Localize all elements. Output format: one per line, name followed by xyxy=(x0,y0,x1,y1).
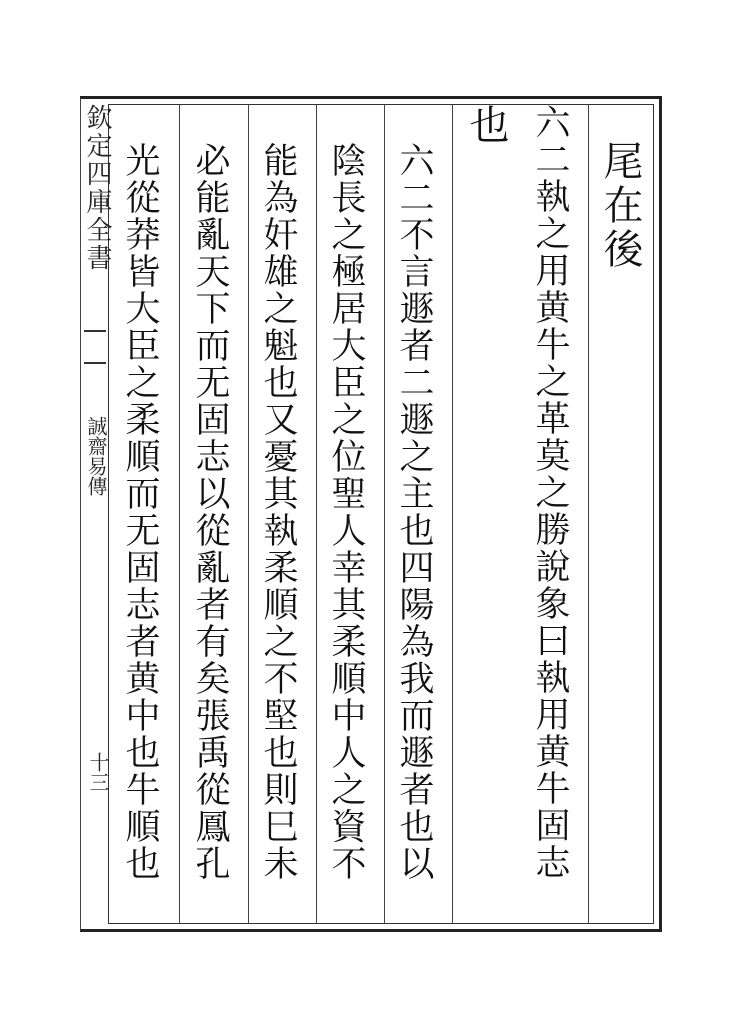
text-column-7: 必能亂天下而无固志以從亂者有矣張禹從鳳孔 xyxy=(190,142,230,882)
column-divider xyxy=(316,104,317,924)
column-divider xyxy=(179,104,180,924)
column-divider xyxy=(384,104,385,924)
column-divider xyxy=(588,104,589,924)
text-column-6: 能為奸雄之魁也又憂其執柔順之不堅也則巳未 xyxy=(258,142,298,882)
text-column-1: 尾在後 xyxy=(597,140,643,272)
text-column-8: 光從莽皆大臣之柔順而无固志者黄中也牛順也 xyxy=(120,142,160,882)
column-divider xyxy=(248,104,249,924)
text-column-2: 六二執之用黄牛之革莫之勝說象曰執用黄牛固志 xyxy=(530,104,570,881)
text-column-5: 陰長之極居大臣之位聖人幸其柔順中人之資不 xyxy=(326,142,366,882)
fish-tail-mark xyxy=(84,330,106,364)
column-divider xyxy=(452,104,453,924)
margin-page-number: 十三 xyxy=(86,752,110,792)
margin-library-title: 欽定四庫全書 xyxy=(82,104,112,272)
text-column-4: 六二不言遯者二遯之主也四陽為我而遯者也以 xyxy=(394,142,434,882)
margin-book-title: 誠齋易傳 xyxy=(84,416,108,496)
text-column-3: 也 xyxy=(463,104,509,148)
